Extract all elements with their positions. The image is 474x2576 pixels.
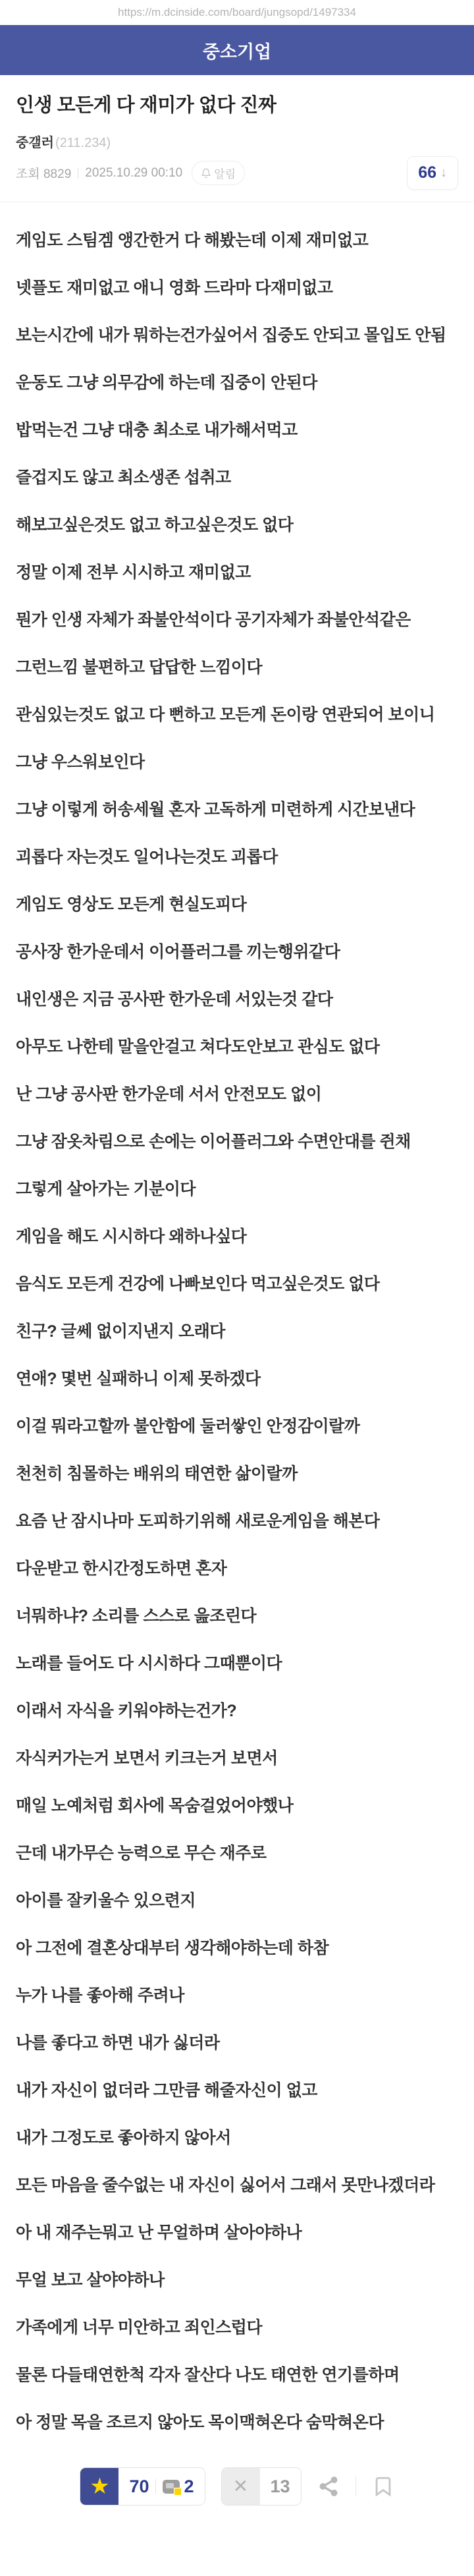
post-paragraph: 음식도 모든게 건강에 나빠보인다 먹고싶은것도 없다 (16, 1275, 380, 1293)
upvote-count: 70 (129, 2476, 149, 2496)
post-paragraph: 내가 그정도로 좋아하지 않아서 (16, 2129, 231, 2147)
post-paragraph: 친구? 글쎄 없이지낸지 오래다 (16, 1322, 225, 1341)
post-paragraph: 너뭐하냐? 소리를 스스로 읊조린다 (16, 1607, 257, 1625)
post-paragraph: 물론 다들태연한척 각자 잘산다 나도 태연한 연기를하며 (16, 2366, 400, 2384)
post-paragraph: 그렇게 살아가는 기분이다 (16, 1180, 196, 1198)
post-paragraph: 그냥 우스워보인다 (16, 753, 145, 771)
post-paragraph: 모든 마음을 줄수없는 내 자신이 싫어서 그래서 못만나겠더라 (16, 2176, 435, 2195)
meta-row (16, 156, 458, 202)
arrow-down-icon: ↓ (440, 165, 447, 180)
post-paragraph: 내인생은 지금 공사판 한가운데 서있는것 같다 (16, 990, 333, 1009)
post-paragraph: 천천히 침몰하는 배위의 태연한 삶이랄까 (16, 1465, 298, 1483)
comment-count: 66 (418, 163, 436, 182)
post-paragraph: 이걸 뭐라고할까 불안함에 둘러쌓인 안정감이랄까 (16, 1417, 360, 1436)
vote-divider (155, 2479, 156, 2494)
dccon-vote[interactable] (163, 2477, 194, 2497)
post-paragraph: 아무도 나한테 말을안걸고 쳐다도안보고 관심도 없다 (16, 1038, 380, 1056)
author-row (16, 132, 458, 151)
post-paragraph: 운동도 그냥 의무감에 하는데 집중이 안된다 (16, 374, 317, 392)
post-paragraph: 그냥 잠옷차림으로 손에는 이어플러그와 수면안대를 쥔채 (16, 1133, 411, 1151)
post-paragraph: 보는시간에 내가 뭐하는건가싶어서 집중도 안되고 몰입도 안됨 (16, 326, 446, 345)
author-nickname[interactable]: 중갤러 (16, 136, 54, 150)
bell-icon (201, 168, 211, 179)
post-paragraph: 아 정말 목을 조르지 않아도 목이맥혀온다 숨막혀온다 (16, 2413, 384, 2432)
post-paragraph: 아 내 재주는뭐고 난 무얼하며 살아야하나 (16, 2224, 302, 2242)
bookmark-icon (372, 2475, 394, 2498)
post-paragraph: 뭔가 인생 자체가 좌불안석이다 공기자체가 좌불안석같은 (16, 611, 411, 629)
board-header (0, 25, 474, 75)
post-paragraph: 공사장 한가운데서 이어플러그를 끼는행위같다 (16, 943, 340, 961)
comment-count-button[interactable] (407, 156, 458, 190)
downvote-info (260, 2468, 301, 2505)
post-paragraph: 그런느낌 불편하고 답답한 느낌이다 (16, 658, 263, 677)
url-text: https://m.dcinside.com/board/jungsopd/1497334 (118, 6, 356, 18)
upvote-info (118, 2468, 204, 2505)
share-icon (317, 2475, 340, 2498)
x-icon: ✕ (232, 2476, 249, 2496)
post-paragraph: 가족에게 너무 미안하고 죄인스럽다 (16, 2318, 263, 2337)
downvote-count: 13 (270, 2476, 290, 2496)
post-paragraph: 무얼 보고 살야야하나 (16, 2271, 165, 2289)
post-paragraph: 근데 내가무슨 능력으로 무슨 재주로 (16, 1844, 267, 1862)
bookmark-button[interactable] (372, 2475, 394, 2498)
post-head (0, 75, 474, 202)
post-paragraph: 내가 자신이 없더라 그만큼 해줄자신이 없고 (16, 2081, 317, 2100)
dccon-icon (163, 2480, 180, 2494)
post-paragraph: 다운받고 한시간정도하면 혼자 (16, 1559, 227, 1578)
view-count: 조회 8829 (16, 167, 72, 181)
author-ip: (211.234) (55, 136, 111, 150)
post-paragraph: 게임도 스팀겜 앵간한거 다 해봤는데 이제 재미없고 (16, 231, 369, 250)
post-body (0, 202, 474, 2458)
post-paragraph: 게임도 영상도 모든게 현실도피다 (16, 895, 247, 914)
downvote-group (221, 2467, 302, 2506)
action-bar (0, 2467, 474, 2532)
post-paragraph: 아이를 잘키울수 있으련지 (16, 1891, 196, 1910)
post-paragraph: 넷플도 재미없고 애니 영화 드라마 다재미없고 (16, 279, 333, 297)
upvote-group (80, 2467, 205, 2506)
post-paragraph: 매일 노예처럼 회사에 목숨걸었어야했나 (16, 1797, 294, 1815)
board-title[interactable]: 중소기업 (202, 42, 272, 62)
upvote-button[interactable] (80, 2468, 118, 2505)
post-timestamp: 2025.10.29 00:10 (85, 165, 183, 180)
share-button[interactable] (317, 2475, 340, 2498)
dccon-count: 2 (184, 2476, 194, 2496)
post-paragraph: 요즘 난 잠시나마 도피하기위해 새로운게임을 해본다 (16, 1512, 380, 1530)
post-paragraph: 자식커가는거 보면서 키크는거 보면서 (16, 1749, 278, 1768)
post-paragraph: 밥먹는건 그냥 대충 최소로 내가해서먹고 (16, 421, 298, 439)
post-paragraph: 게임을 해도 시시하다 왜하나싶다 (16, 1227, 247, 1246)
post-paragraph: 이래서 자식을 키워야하는건가? (16, 1702, 237, 1720)
post-paragraph: 노래를 들어도 다 시시하다 그때뿐이다 (16, 1654, 282, 1673)
post-paragraph: 관심있는것도 없고 다 뻔하고 모든게 돈이랑 연관되어 보이니 (16, 706, 435, 724)
post-paragraph: 연애? 몇번 실패하니 이제 못하겠다 (16, 1370, 261, 1388)
post-paragraph: 괴롭다 자는것도 일어나는것도 괴롭다 (16, 848, 278, 866)
post-paragraph: 난 그냥 공사판 한가운데 서서 안전모도 없이 (16, 1085, 322, 1104)
post-paragraph: 누가 나를 좋아해 주려나 (16, 1986, 184, 2005)
post-paragraph: 나를 좋다고 하면 내가 싫더라 (16, 2034, 220, 2052)
post-paragraph: 즐겁지도 않고 최소생존 섭취고 (16, 468, 231, 487)
downvote-button[interactable] (222, 2468, 260, 2505)
star-icon: ★ (90, 2474, 110, 2499)
post-title: 인생 모든게 다 재미가 없다 진짜 (16, 95, 276, 116)
post-paragraph: 아 그전에 결혼상대부터 생각해야하는데 하참 (16, 1939, 329, 1957)
post-paragraph: 그냥 이렇게 허송세월 혼자 고독하게 미련하게 시간보낸다 (16, 800, 415, 819)
browser-url-bar[interactable] (0, 0, 474, 25)
post-paragraph: 정말 이제 전부 시시하고 재미없고 (16, 563, 251, 582)
alarm-button[interactable] (192, 161, 245, 185)
alarm-label: 알림 (214, 168, 236, 181)
post-paragraph: 해보고싶은것도 없고 하고싶은것도 없다 (16, 516, 294, 534)
meta-left (16, 161, 245, 185)
